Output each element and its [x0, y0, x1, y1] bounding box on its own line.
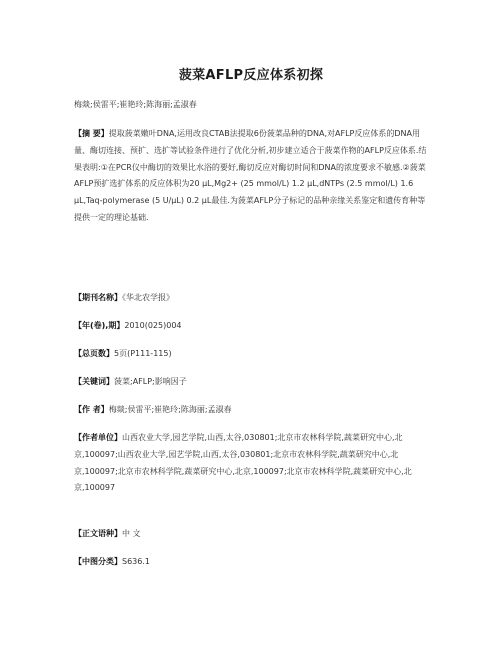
authors-line: 梅燚;侯雷平;崔艳玲;陈海丽;孟淑春	[74, 100, 197, 109]
field-value: 梅燚;侯雷平;崔艳玲;陈海丽;孟淑春	[108, 405, 232, 414]
field-value: 2010(025)004	[124, 321, 182, 330]
field-value: 菠菜;AFLP;影响因子	[114, 377, 187, 386]
field-label: 【作者单位】	[74, 433, 122, 442]
field-label: 【作 者】	[74, 405, 109, 414]
page-title: 菠菜AFLP反应体系初探	[178, 68, 324, 83]
field-pages	[74, 346, 432, 363]
field-value: 5页(P111-115)	[114, 349, 172, 358]
field-year-volume	[74, 318, 432, 335]
abstract-label: 【摘 要】	[74, 129, 109, 138]
field-label: 【总页数】	[74, 349, 114, 358]
field-authors	[74, 402, 432, 419]
field-label: 【关键词】	[74, 377, 114, 386]
field-value: 中 文	[122, 529, 141, 538]
field-label: 【正文语种】	[74, 529, 122, 538]
abstract-text: 提取菠菜嫩叶DNA,运用改良CTAB法提取6份菠菜品种的DNA,对AFLP反应体系的DNA用量、酶切连接、预扩、选扩等试验条件进行了优化分析,初步建立适合于菠菜作物的AFLP反应体系.结果表明:①在PCR仪中酶切的效果比水浴的要好,酶切反应对酶切时间和DNA的浓度要求不敏感.②菠菜AFLP预扩选扩体系的反应体积为20 μL,Mg2+ (25 mmol/L) 1.2 μL,dNTPs (2.5 mmol/L) 1.6 μL,Taq-polymerase (5 U/μL) 0.2 μL最佳.为菠菜AFLP分子标记的品种亲缘关系鉴定和遗传育种等提供一定的理论基础.	[74, 129, 427, 222]
field-label: 【年(卷),期】	[74, 321, 125, 330]
field-value: S636.1	[122, 557, 150, 566]
field-value: 山西农业大学,园艺学院,山西,太谷,030801;北京市农林科学院,蔬菜研究中心,北京,100097;山西农业大学,园艺学院,山西,太谷,030801;北京市农林科学院,蔬菜研究中心,北京,100097;北京市农林科学院,蔬菜研究中心,北京,100097;北京市农林科学院,蔬菜研究中心,北京,100097	[74, 433, 412, 493]
field-affiliation	[74, 430, 432, 497]
field-value: 《华北农学报》	[122, 293, 174, 302]
field-journal	[74, 290, 432, 307]
field-language	[74, 526, 432, 543]
field-keywords	[74, 374, 432, 391]
field-label: 【中图分类】	[74, 557, 122, 566]
field-classification	[74, 554, 432, 571]
field-label: 【期刊名称】	[74, 293, 122, 302]
abstract-block	[74, 126, 432, 227]
